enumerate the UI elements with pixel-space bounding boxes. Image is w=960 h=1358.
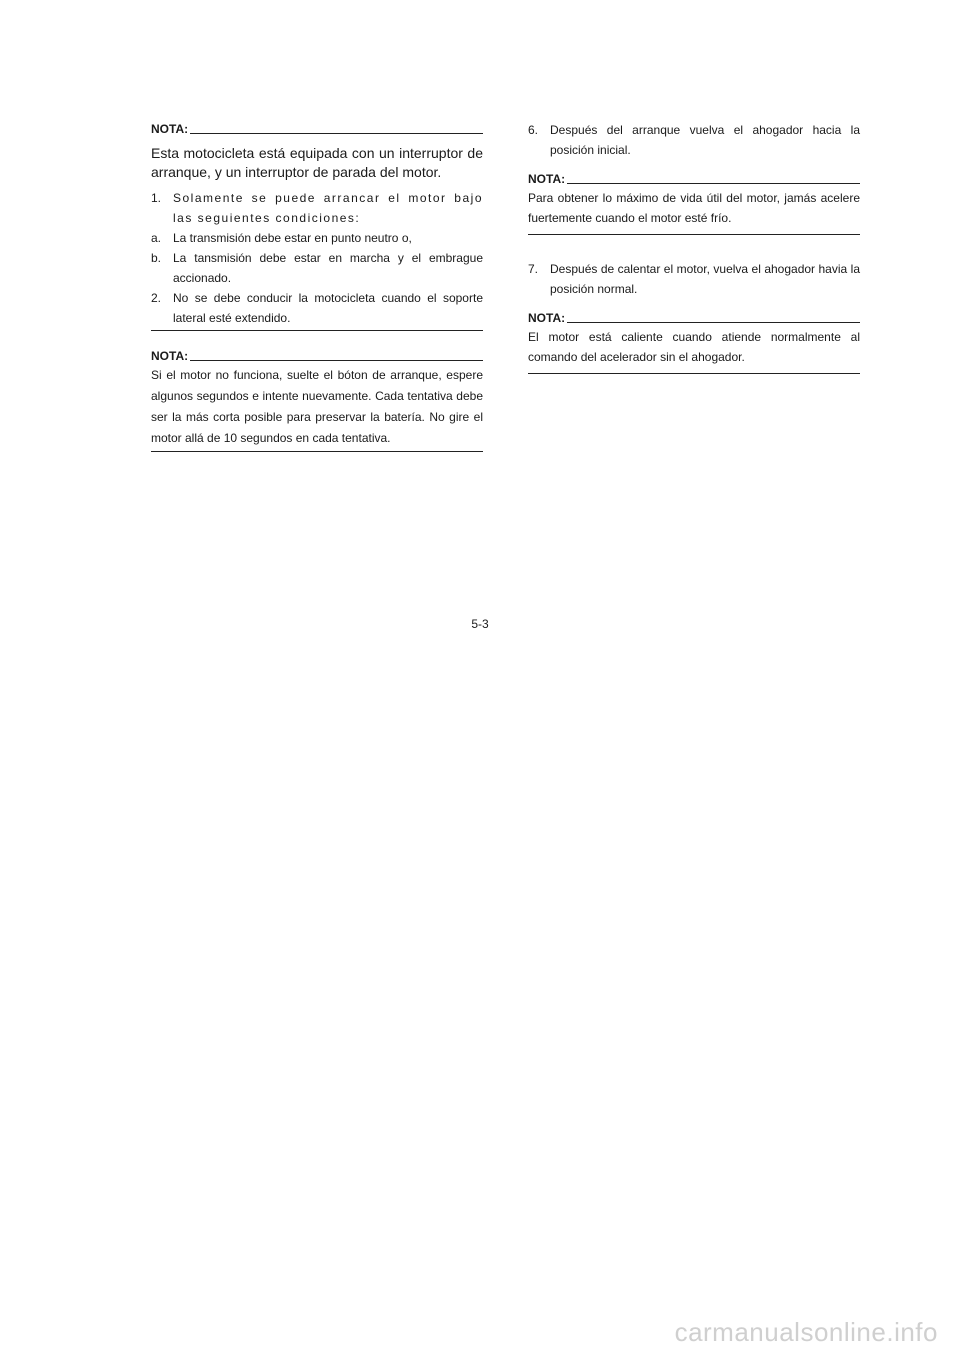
list-item: 2. No se debe conducir la motocicleta cuando el soporte lateral esté extendido.	[151, 288, 483, 328]
list-item: 1. Solamente se puede arrancar el motor bajo las seguientes condiciones:	[151, 188, 483, 228]
nota-rule	[567, 322, 860, 323]
step-text: Después de calentar el motor, vuelva el ahogador havia la posición normal.	[550, 262, 860, 296]
nota-heading	[151, 122, 483, 136]
nota-text: Si el motor no funciona, suelte el bóton de arranque, espere algunos segundos e intente nuevamente. Cada tentativa debe ser la más corta posible para preservar la batería. No gire el motor allá de 10 segundos en cada tentativa.	[151, 368, 483, 445]
list-item: a. La transmisión debe estar en punto neutro o,	[151, 228, 483, 248]
list-item: b. La tansmisión debe estar en marcha y el embrague accionado.	[151, 248, 483, 288]
nota-rule	[190, 133, 483, 134]
step-7: 7. Después de calentar el motor, vuelva el ahogador havia la posición normal.	[528, 259, 860, 299]
left-column	[151, 122, 483, 452]
nota-label: NOTA:	[528, 311, 566, 325]
nota-heading	[528, 172, 860, 186]
nota-heading	[151, 349, 483, 363]
nota-rule	[567, 183, 860, 184]
nota-heading	[528, 311, 860, 325]
nota-text: El motor está caliente cuando atiende normalmente al comando del acelerador sin el ahogador.	[528, 330, 860, 364]
step-6: 6. Después del arranque vuelva el ahogador hacia la posición inicial.	[528, 120, 860, 160]
nota-end-rule	[151, 451, 483, 452]
step-text: Después del arranque vuelva el ahogador hacia la posición inicial.	[550, 123, 860, 157]
section-rule	[151, 330, 483, 331]
page-number: 5-3	[471, 617, 489, 631]
list-item-text: No se debe conducir la motocicleta cuando el soporte lateral esté extendido.	[173, 291, 483, 325]
condition-list	[151, 188, 483, 328]
nota-end-rule	[528, 234, 860, 235]
nota-label: NOTA:	[528, 172, 566, 186]
watermark: carmanualsonline.info	[674, 1317, 938, 1347]
nota-label: NOTA:	[151, 122, 189, 136]
list-item-text: La tansmisión debe estar en marcha y el embrague accionado.	[173, 251, 483, 285]
nota-label: NOTA:	[151, 349, 189, 363]
list-item-text: La transmisión debe estar en punto neutro o,	[173, 231, 412, 245]
list-item-text: Solamente se puede arrancar el motor bajo las seguientes condiciones:	[173, 191, 483, 225]
intro-paragraph: Esta motocicleta está equipada con un interruptor de arranque, y un interruptor de parada del motor.	[151, 145, 483, 180]
nota-rule	[190, 360, 483, 361]
nota-text: Para obtener lo máximo de vida útil del motor, jamás acelere fuertemente cuando el motor esté frío.	[528, 191, 860, 225]
nota-end-rule	[528, 373, 860, 374]
right-column	[528, 122, 860, 374]
